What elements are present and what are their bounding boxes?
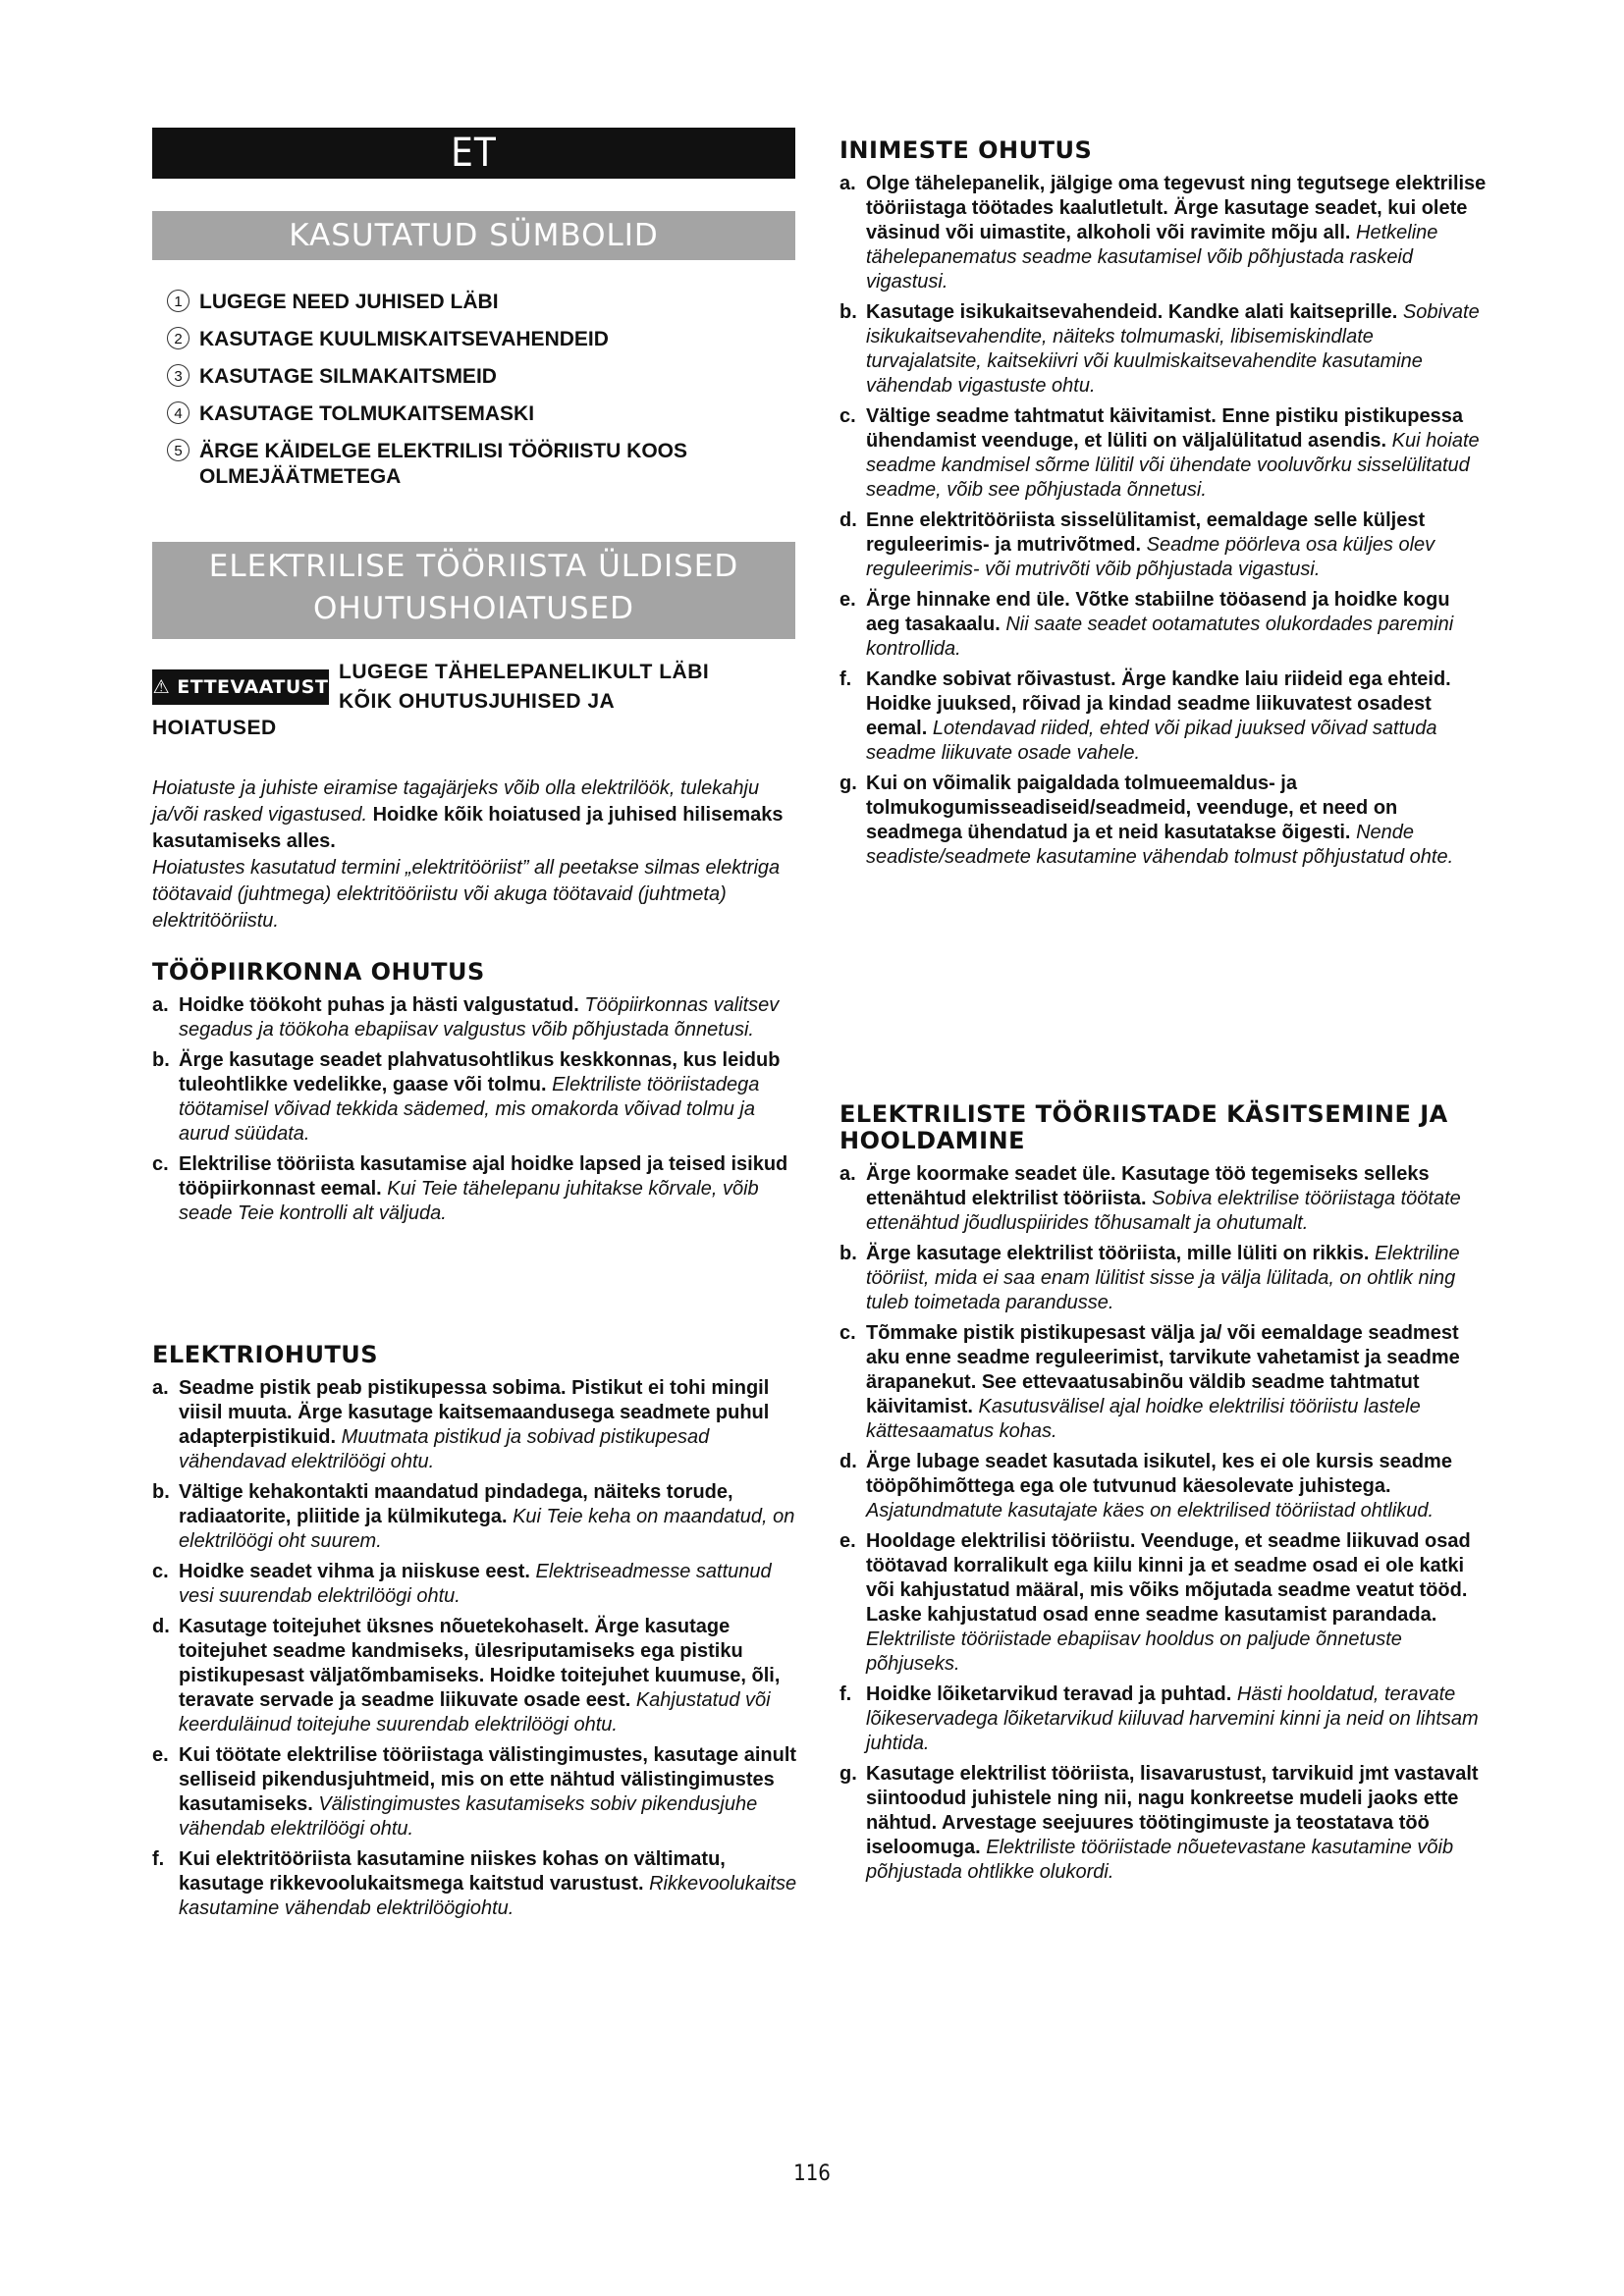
personal-section xyxy=(839,137,1488,876)
list-item: f. Hoidke lõiketarvikud teravad ja puhtad. Hästi hooldatud, teravate lõikeservadega lõiketarvikud kiiluvad harvemini kinni ja neid on lihtsam juhtida. xyxy=(839,1683,1479,1754)
symbol-item: 2 KASUTAGE KUULMISKAITSEVAHENDEID xyxy=(167,327,815,352)
symbols-title: KASUTATUD SÜMBOLID xyxy=(152,211,795,260)
symbol-number-icon: 3 xyxy=(167,364,189,387)
work-area-section xyxy=(152,959,800,1232)
list-item: g. Kui on võimalik paigaldada tolmueemaldus- ja tolmukogumisseadiseid/seadmeid, veenduge, et need on seadmega ühendatud ja et neid kasutatakse õigesti. Nende seadiste/seadmete kasutamine vähendab tolmust põhjustatud ohte. xyxy=(839,773,1454,868)
symbol-item: 5 ÄRGE KÄIDELGE ELEKTRILISI TÖÖRIISTU KOOS OLMEJÄÄTMETEGA xyxy=(167,439,815,490)
language-header: ET xyxy=(152,128,795,179)
list-item: e. Kui töötate elektrilise tööriistaga välistingimustes, kasutage ainult selliseid pikendusjuhtmeid, mis on ette nähtud välistingimustes kasutamiseks. Välistingimustes kasutamiseks sobiv pikendusjuhe vähendab elektrilöögi ohtu. xyxy=(152,1744,797,1840)
list-item: d. Enne elektritööriista sisselülitamist, eemaldage selle küljest reguleerimis- ja mutrivõtmed. Seadme pöörleva osa küljes olev reguleerimis- või mutrivõti võib põhjustada vigastusi. xyxy=(839,509,1435,580)
symbol-number-icon: 5 xyxy=(167,439,189,461)
handling-section xyxy=(839,1101,1488,1891)
list-item: b. Ärge kasutage elektrilist tööriista, mille lüliti on rikkis. Elektriline tööriist, mida ei saa enam lülitist sisse ja välja lülitada, on ohtlik ning tuleb toimetada parandusse. xyxy=(839,1243,1460,1313)
list-item: f. Kui elektritööriista kasutamine niiskes kohas on vältimatu, kasutage rikkevoolukaitsmega kaitstud varustust. Rikkevoolukaitse kasutamine vähendab elektrilöögiohtu. xyxy=(152,1848,797,1919)
symbol-item: 1 LUGEGE NEED JUHISED LÄBI xyxy=(167,290,815,315)
list-item: b. Vältige kehakontakti maandatud pindadega, näiteks torude, radiaatorite, pliitide ja külmikutega. Kui Teie keha on maandatud, on elektrilöögi oht suurem. xyxy=(152,1481,795,1552)
list-item: b. Ärge kasutage seadet plahvatusohtlikus keskkonnas, kus leidub tuleohtlikke vedelikke, gaase või tolmu. Elektriliste tööriistadega töötamisel võivad tekkida sädemed, mis omakorda võivad tolmu ja aurud süüdata. xyxy=(152,1049,781,1145)
section-title: ELEKTRIOHUTUS xyxy=(152,1341,379,1368)
list-item: b. Kasutage isikukaitsevahendeid. Kandke alati kaitseprille. Sobivate isikukaitsevahendite, näiteks tolmumaski, libisemiskindlate turvajalatsite, kaitsekiivri või kuulmiskaitsevahendite kasutamine vähendab vigastuste ohtu. xyxy=(839,301,1480,397)
list-item: c. Vältige seadme tahtmatut käivitamist. Enne pistiku pistikupessa ühendamist veenduge, et lüliti on väljalülitatud asendis. Kui hoiate seadme kandmisel sõrme lülitil või ühendate vooluvõrku sisselülitatud seadme, võib see põhjustada õnnetusi. xyxy=(839,405,1480,501)
symbol-number-icon: 4 xyxy=(167,401,189,424)
list-item: g. Kasutage elektrilist tööriista, lisavarustust, tarvikuid jmt vastavalt siintoodud juhistele ning nii, nagu konkreetse mudeli jaoks ette nähtud. Arvestage seejuures töötingimuste ja teostatava töö iseloomuga. Elektriliste tööriistade nõuetevastane kasutamine võib põhjustada ohtlikke olukordi. xyxy=(839,1763,1479,1883)
list-item: d. Kasutage toitejuhet üksnes nõuetekohaselt. Ärge kasutage toitejuhet seadme kandmiseks, ülesriputamiseks ega pistiku pistikupesast väljatõmbamiseks. Hoidke toitejuhet kuumuse, õli, teravate servade ja seadme liikuvate osade eest. Kahjustatud või keerduläinud toitejuhe suurendab elektrilöögi ohtu. xyxy=(152,1616,781,1735)
list-item: e. Hooldage elektrilisi tööriistu. Veenduge, et seadme liikuvad osad töötavad korralikult ega kiilu kinni ja et seadme osad ei ole katki või kahjustatud määral, mis võiks mõjutada seadme veatut tööd. Laske kahjustatud osad enne seadme kasutamist parandada. Elektriliste tööriistade ebapiisav hooldus on paljude õnnetuste põhjuseks. xyxy=(839,1530,1471,1675)
list-item: c. Hoidke seadet vihma ja niiskuse eest. Elektriseadmesse sattunud vesi suurendab elektrilöögi ohtu. xyxy=(152,1561,772,1607)
warning-text: LUGEGE TÄHELEPANELIKULT LÄBI KÕIK OHUTUSJUHISED JA xyxy=(339,661,710,713)
list-item: a. Ärge koormake seadet üle. Kasutage töö tegemiseks selleks ettenähtud elektrilist tööriista. Sobiva elektrilise tööriistaga töötate ettenähtud jõudluspiirides tõhusamalt ja ohutumalt. xyxy=(839,1163,1461,1234)
symbol-number-icon: 1 xyxy=(167,290,189,312)
safety-title: ELEKTRILISE TÖÖRIISTA ÜLDISED OHUTUSHOIATUSED xyxy=(152,542,795,639)
list-item: a. Hoidke töökoht puhas ja hästi valgustatud. Tööpiirkonnas valitsev segadus ja töökoha ebapiisav valgustus võib põhjustada õnnetusi. xyxy=(152,994,780,1041)
intro-paragraph: Hoiatuste ja juhiste eiramise tagajärjeks võib olla elektrilöök, tulekahju ja/või rasked vigastused. Hoidke kõik hoiatused ja juhised hilisemaks kasutamiseks alles. Hoiatustes kasutatud termini „elektritööriist” all peetakse silmas elektriga töötavaid (juhtmega) elektritööriistu või akuga töötavaid (juhtmeta) elektritööriistu. xyxy=(152,777,784,932)
symbol-number-icon: 2 xyxy=(167,327,189,349)
warning-text-tail: HOIATUSED xyxy=(152,717,277,739)
list-item: c. Tõmmake pistik pistikupesast välja ja/ või eemaldage seadmest aku enne seadme reguleerimist, tarvikute vahetamist ja seadme ärapanekut. See ettevaatusabinõu väldib seadme tahtmatut käivitamist. Kasutusvälisel ajal hoidke elektrilisi tööriistu lastele kättesaamatus kohas. xyxy=(839,1322,1460,1442)
warning-badge: ⚠ ETTEVAATUST xyxy=(152,669,329,705)
section-title: TÖÖPIIRKONNA OHUTUS xyxy=(152,958,485,986)
list-item: d. Ärge lubage seadet kasutada isikutel, kes ei ole kursis seadme tööpõhimõttega ega ole tutvunud käesolevate juhistega. Asjatundmatute kasutajate käes on elektrilised tööriistad ohtlikud. xyxy=(839,1451,1452,1522)
list-item: f. Kandke sobivat rõivastust. Ärge kandke laiu riideid ega ehteid. Hoidke juuksed, rõivad ja kindad seadme liikuvatest osadest eemal. Lotendavad riided, ehted või pikad juuksed võivad sattuda seadme liikuvate osade vahele. xyxy=(839,668,1451,764)
symbol-item: 4 KASUTAGE TOLMUKAITSEMASKI xyxy=(167,401,815,427)
list-item: e. Ärge hinnake end üle. Võtke stabiilne tööasend ja hoidke kogu aeg tasakaalu. Nii saate seadet ootamatutes olukordades paremini kontrollida. xyxy=(839,589,1454,660)
electric-section xyxy=(152,1342,800,1927)
list-item: a. Seadme pistik peab pistikupessa sobima. Pistikut ei tohi mingil viisil muuta. Ärge kasutage kaitsemaandusega seadmete puhul adapterpistikuid. Muutmata pistikud ja sobivad pistikupesad vähendavad elektrilöögi ohtu. xyxy=(152,1377,770,1472)
section-title: ELEKTRILISTE TÖÖRIISTADE KÄSITSEMINE JA HOOLDAMINE xyxy=(839,1100,1448,1154)
page-number: 116 xyxy=(793,2162,831,2186)
list-item: a. Olge tähelepanelik, jälgige oma tegevust ning tegutsege elektrilise tööriistaga töötades kaalutletult. Ärge kasutage seadet, kui olete väsinud või uimastite, alkoholi või ravimite mõju all. Hetkeline tähelepanematus seadme kasutamisel võib põhjustada raskeid vigastusi. xyxy=(839,173,1487,293)
section-title: INIMESTE OHUTUS xyxy=(839,136,1093,164)
list-item: c. Elektrilise tööriista kasutamise ajal hoidke lapsed ja teised isikud tööpiirkonnast eemal. Kui Teie tähelepanu juhitakse kõrvale, võib seade Teie kontrolli alt väljuda. xyxy=(152,1153,788,1224)
symbols-list xyxy=(167,290,815,502)
symbol-item: 3 KASUTAGE SILMAKAITSMEID xyxy=(167,364,815,390)
